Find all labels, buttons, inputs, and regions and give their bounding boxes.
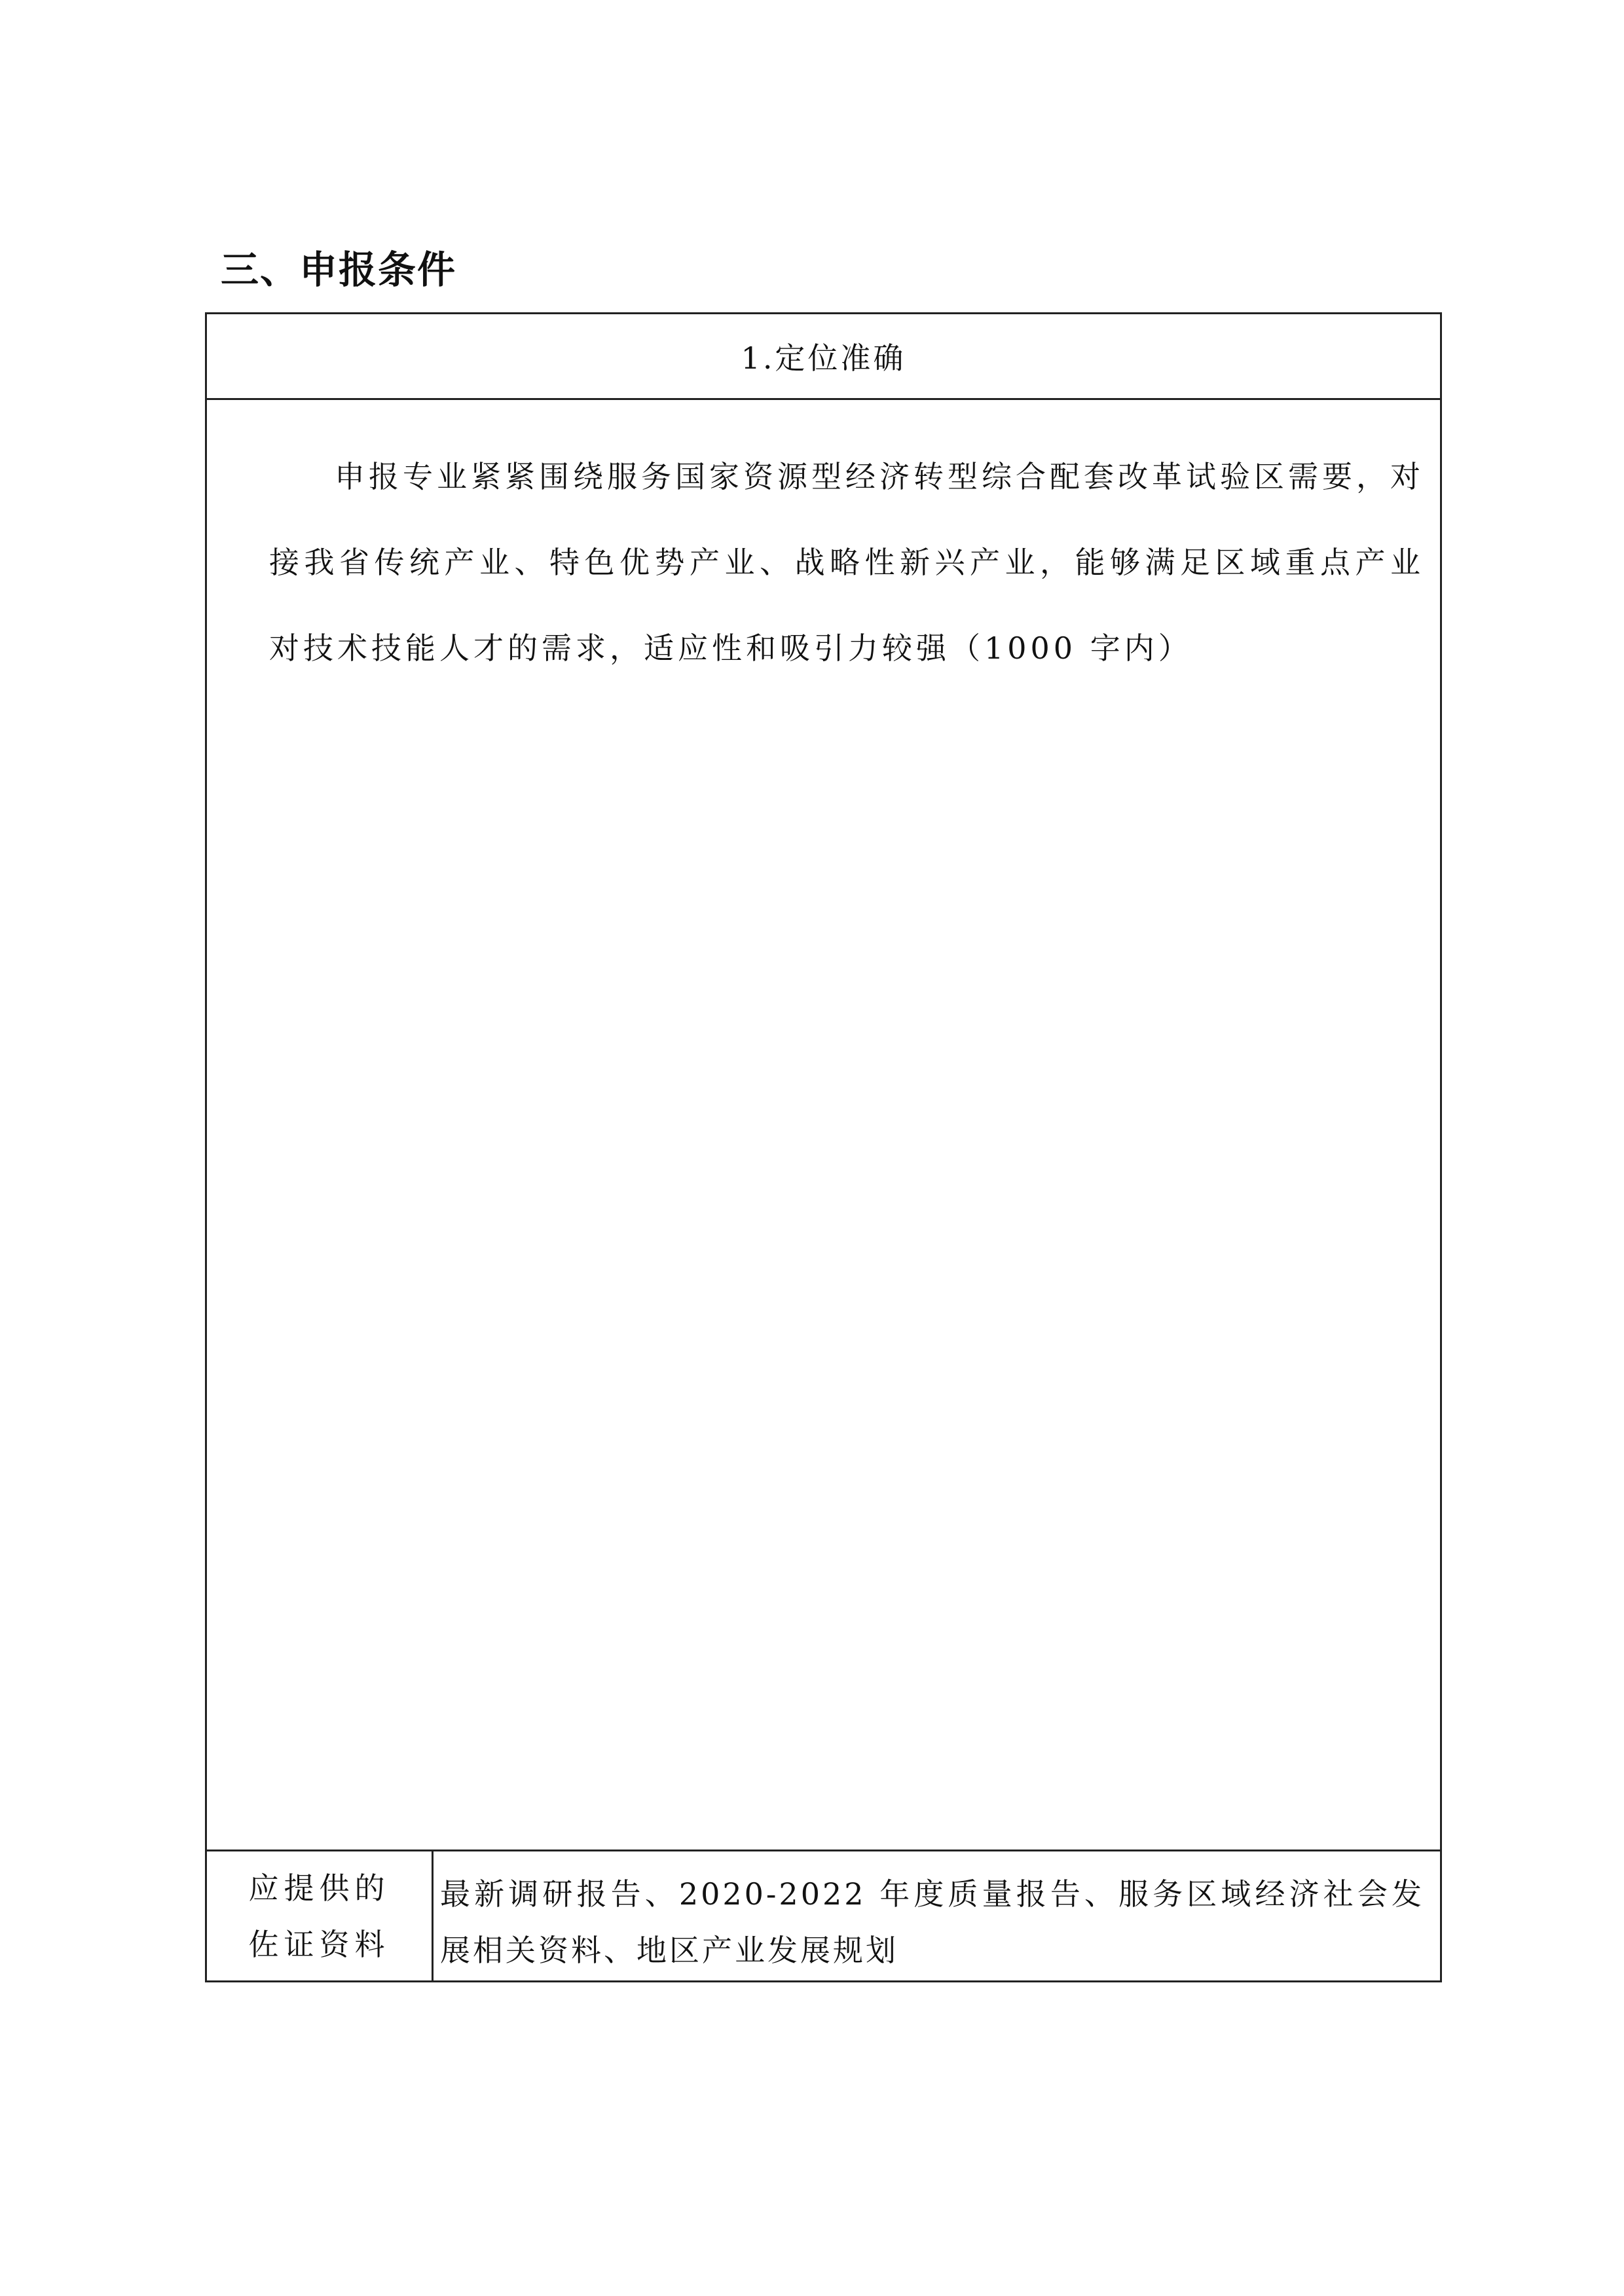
criterion-description: 申报专业紧紧围绕服务国家资源型经济转型综合配套改革试验区需要，对接我省传统产业、特色优势产业、战略性新兴产业，能够满足区域重点产业对技术技能人才的需求，适应性和吸引力较强（1000 字内） bbox=[269, 459, 1424, 666]
evidence-label-line2: 佐证资料 bbox=[248, 1926, 390, 1962]
evidence-label bbox=[207, 1851, 434, 1980]
evidence-value: 最新调研报告、2020-2022 年度质量报告、服务区域经济社会发展相关资料、地区产业发展规划 bbox=[440, 1876, 1424, 1968]
criteria-table bbox=[205, 312, 1442, 1982]
evidence-label-line1: 应提供的 bbox=[248, 1870, 390, 1906]
criterion-header: 1.定位准确 bbox=[207, 314, 1440, 400]
evidence-row bbox=[207, 1851, 1440, 1980]
criterion-body bbox=[207, 400, 1440, 1851]
section-title: 三、申报条件 bbox=[221, 247, 457, 292]
